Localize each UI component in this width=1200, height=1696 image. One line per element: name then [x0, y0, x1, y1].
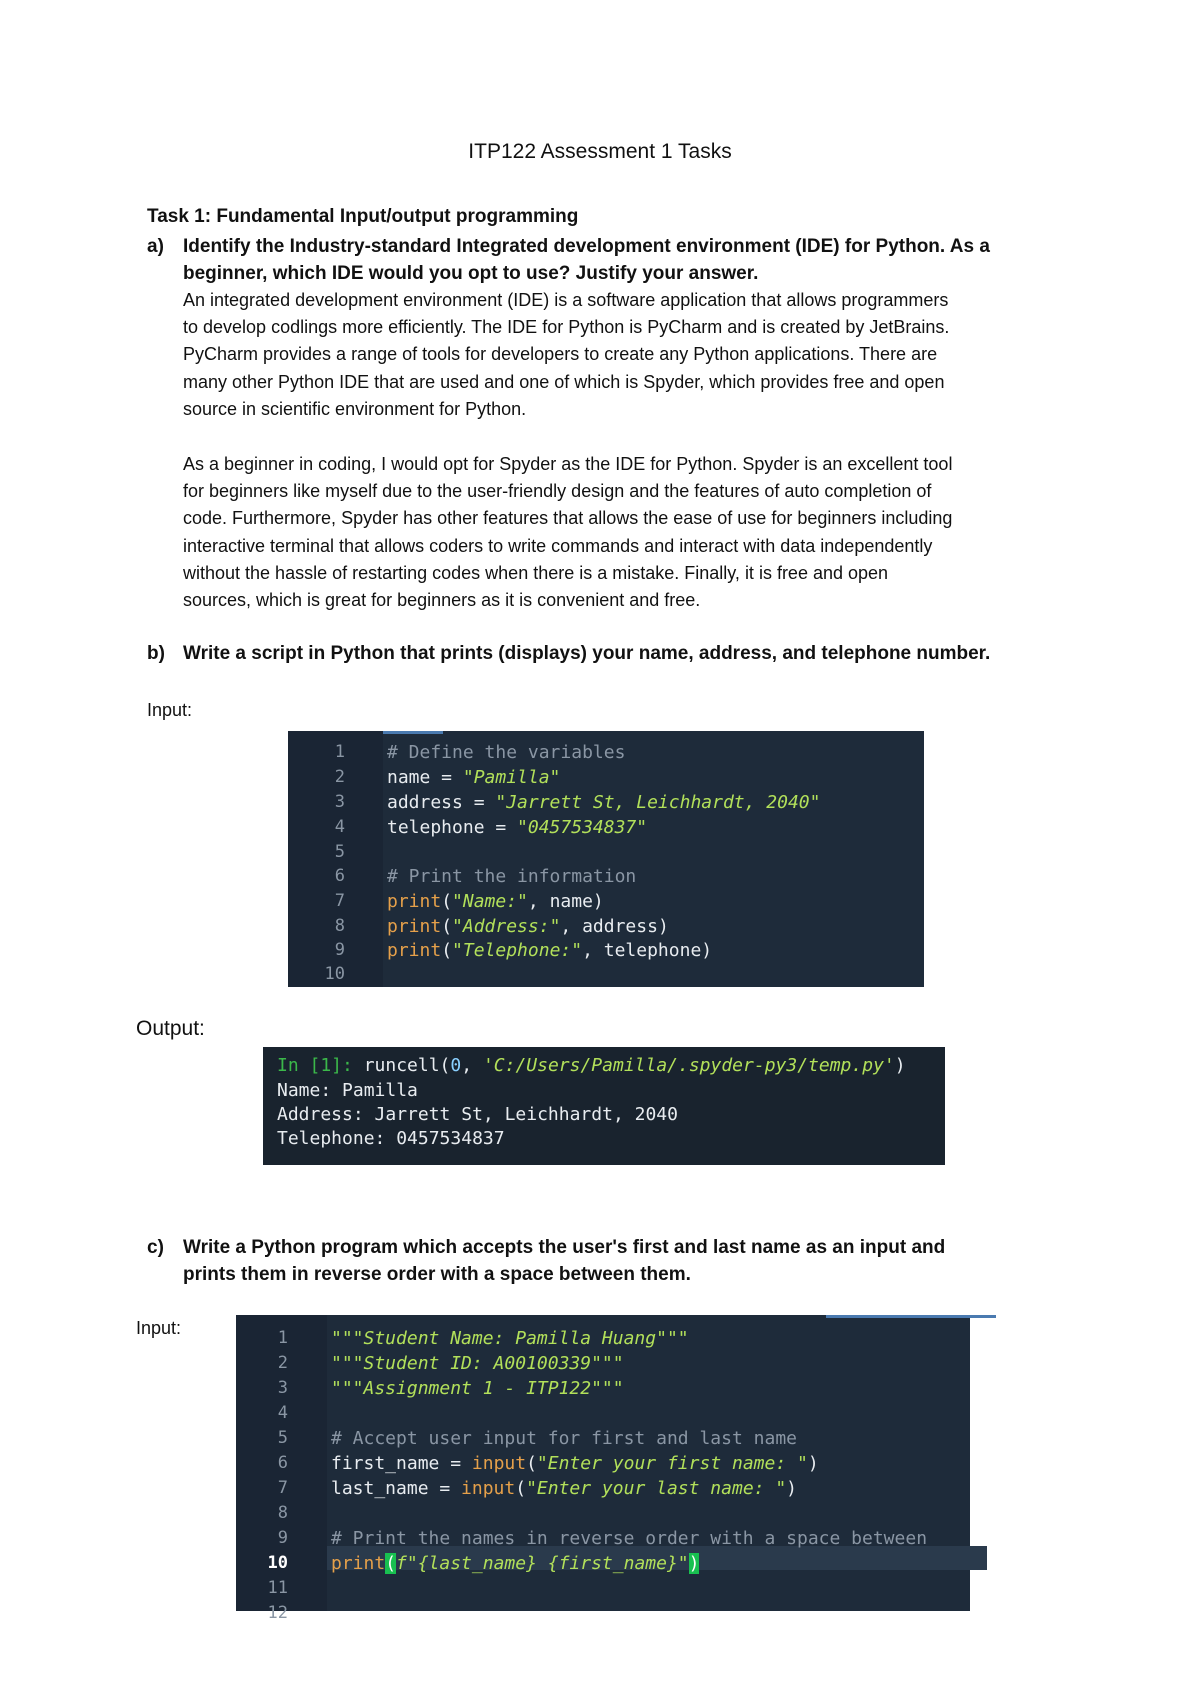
question-c	[147, 1234, 945, 1288]
editor-tab-indicator	[826, 1315, 996, 1318]
line-number: 9	[277, 1528, 288, 1548]
line-number: 4	[334, 817, 345, 837]
line-number: 2	[277, 1353, 288, 1373]
code-editor-b	[288, 731, 924, 987]
input-label-b: Input:	[147, 700, 193, 720]
console-output-line: Telephone: 0457534837	[277, 1128, 505, 1149]
code-line: # Print the names in reverse order with a space between	[331, 1528, 928, 1549]
question-b	[147, 640, 990, 667]
paragraph-line: PyCharm provides a range of tools for developers to create any Python applications. There are	[183, 344, 938, 365]
code-line: name = "Pamilla"	[387, 767, 561, 788]
code-line: print("Address:", address)	[387, 916, 669, 937]
code-line-active: print(f"{last_name} {first_name}")	[331, 1553, 700, 1574]
paragraph-line: without the hassle of restarting codes when there is a mistake. Finally, it is free and open	[183, 562, 889, 583]
console-output-line: Address: Jarrett St, Leichhardt, 2040	[277, 1104, 678, 1125]
paragraph-line: to develop codlings more efficiently. The IDE for Python is PyCharm and is created by JetBrains.	[183, 317, 950, 338]
paragraph-line: interactive terminal that allows coders to write commands and interact with data independently	[183, 535, 933, 556]
question-a-label: a)	[147, 236, 164, 257]
paragraph-line: code. Furthermore, Spyder has other features that allows the ease of use for beginners including	[183, 508, 953, 529]
question-a	[147, 233, 990, 287]
code-line: address = "Jarrett St, Leichhardt, 2040"	[387, 792, 821, 813]
line-number: 3	[334, 792, 345, 812]
console-output-b	[263, 1047, 945, 1165]
page-title: ITP122 Assessment 1 Tasks	[468, 140, 732, 163]
line-number: 2	[334, 767, 345, 787]
line-number: 5	[277, 1428, 288, 1448]
line-number: 6	[334, 866, 345, 886]
answer-a-paragraph-1	[183, 287, 1083, 423]
question-b-label: b)	[147, 643, 165, 664]
line-number: 4	[277, 1403, 288, 1423]
code-line: # Define the variables	[387, 742, 626, 763]
answer-a-paragraph-2	[183, 451, 1083, 614]
question-c-line-2: prints them in reverse order with a space between them.	[183, 1264, 691, 1285]
code-line: """Assignment 1 - ITP122"""	[331, 1378, 624, 1399]
console-output-line: Name: Pamilla	[277, 1080, 418, 1101]
line-number: 5	[334, 842, 345, 862]
line-number: 7	[334, 891, 345, 911]
question-a-line-1: Identify the Industry-standard Integrated development environment (IDE) for Python. As a	[183, 236, 990, 257]
paragraph-line: many other Python IDE that are used and one of which is Spyder, which provides free and open	[183, 371, 945, 392]
line-number-active: 10	[267, 1553, 288, 1573]
line-number: 12	[267, 1603, 288, 1623]
code-line: # Print the information	[387, 866, 637, 887]
question-a-line-2: beginner, which IDE would you opt to use? Justify your answer.	[183, 263, 759, 284]
code-editor-c	[236, 1315, 970, 1623]
input-label-c: Input:	[136, 1318, 182, 1338]
paragraph-line: sources, which is great for beginners as it is convenient and free.	[183, 590, 701, 611]
console-command-line: In [1]: runcell(0, 'C:/Users/Pamilla/.spyder-py3/temp.py')	[277, 1055, 906, 1076]
code-line: print("Name:", name)	[387, 891, 604, 912]
line-number: 8	[334, 916, 345, 936]
paragraph-line: source in scientific environment for Python.	[183, 398, 527, 419]
code-line: print("Telephone:", telephone)	[387, 940, 713, 961]
code-line: """Student Name: Pamilla Huang"""	[331, 1328, 689, 1349]
line-number: 3	[277, 1378, 288, 1398]
paragraph-line: As a beginner in coding, I would opt for Spyder as the IDE for Python. Spyder is an excellent tool	[183, 454, 953, 474]
line-number: 8	[277, 1503, 288, 1523]
line-number: 9	[334, 940, 345, 960]
code-line: telephone = "0457534837"	[387, 817, 648, 838]
output-label-b: Output:	[136, 1017, 205, 1040]
paragraph-line: for beginners like myself due to the user-friendly design and the features of auto completion of	[183, 481, 932, 502]
line-number: 7	[277, 1478, 288, 1498]
paragraph-line: An integrated development environment (IDE) is a software application that allows programmers	[183, 290, 949, 310]
line-number: 6	[277, 1453, 288, 1473]
task-heading: Task 1: Fundamental Input/output programming	[147, 206, 579, 227]
question-b-text: Write a script in Python that prints (displays) your name, address, and telephone number.	[183, 643, 991, 664]
question-c-label: c)	[147, 1237, 164, 1258]
code-line: # Accept user input for first and last name	[331, 1428, 797, 1449]
line-number: 1	[277, 1328, 288, 1348]
code-line: """Student ID: A00100339"""	[331, 1353, 624, 1374]
line-number: 11	[267, 1578, 288, 1598]
question-c-line-1: Write a Python program which accepts the user's first and last name as an input and	[183, 1237, 946, 1258]
code-line: last_name = input("Enter your last name: ")	[331, 1478, 798, 1499]
line-number: 1	[334, 742, 345, 762]
code-line: first_name = input("Enter your first name: ")	[331, 1453, 819, 1474]
line-number: 10	[324, 964, 345, 984]
